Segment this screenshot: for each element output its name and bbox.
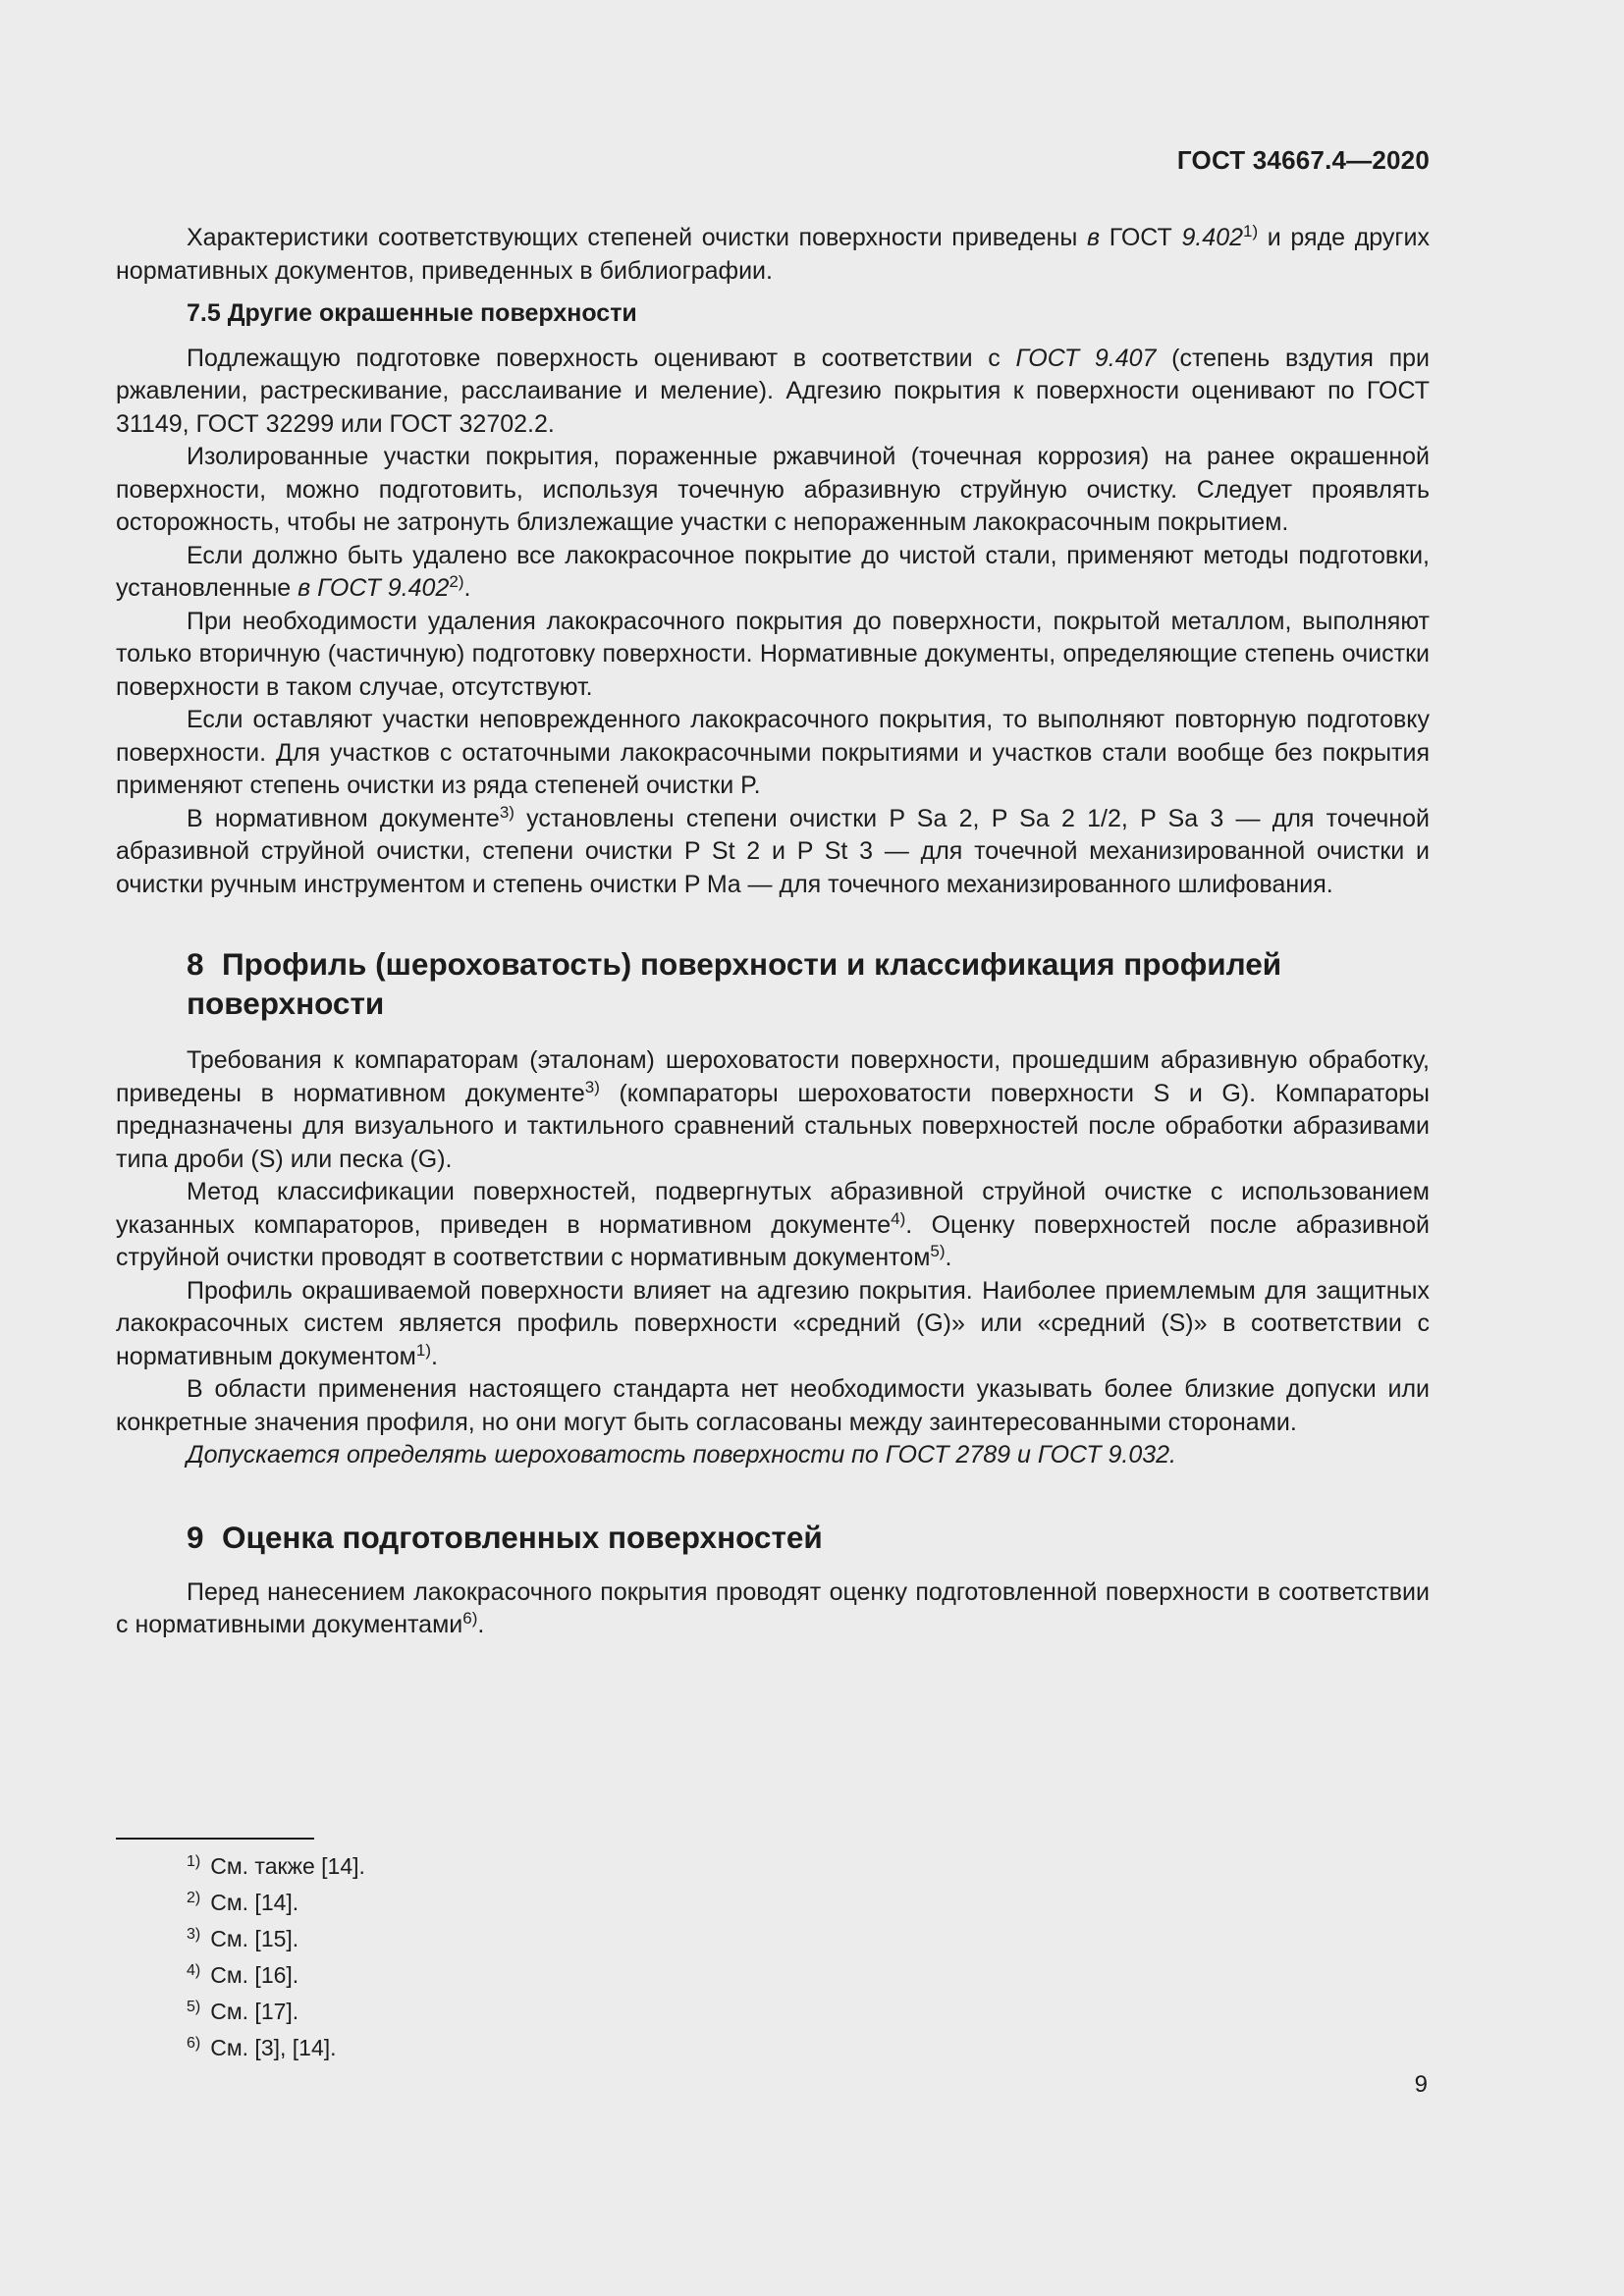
text-run: . [945,1244,952,1271]
paragraph [116,222,1430,288]
text-run: в [1087,224,1101,251]
footnote-text: См. [16]. [210,1962,299,1988]
text-run: (компараторы шероховатости поверхности S и G). Компараторы предназначены для визуального и тактильного сравнений стальных поверхностей после обработки абразивами типа дроби (S) или песка (G). [116,1079,1431,1173]
footnote-ref: 2) [449,572,464,591]
paragraph: При необходимости удаления лакокрасочного покрытия до поверхности, покрытой металлом, выполняют только вторичную (частичную) подготовку поверхности. Нормативные документы, определяющие степень очистки поверхности в таком случае, отсутствуют. [116,607,1430,701]
text-run: Характеристики соответствующих степеней очистки поверхности приведены [187,224,1087,251]
footnote-mark: 6) [187,2035,201,2052]
footnote-mark: 2) [187,1890,201,1906]
paragraph [116,1576,1430,1642]
footnote-text: См. также [14]. [210,1853,365,1879]
text-run: Если должно быть удалено все лакокрасочное покрытие до чистой стали, применяют методы подготовки, установленные [116,541,1430,602]
text-run: . [477,1611,485,1638]
text-run: . [430,1342,438,1370]
document-body [116,222,1430,1642]
footnote-ref: 1) [415,1340,431,1360]
subsection-heading: 7.5 Другие окрашенные поверхности [187,299,637,327]
text-run: Метод классификации поверхностей, подвергнутых абразивной струйной очистке с использованием указанных компараторов, приведен в нормативном документе [116,1178,1430,1239]
footnote [187,1885,365,1921]
text-run: и ряде других нормативных документов, приведенных в библиографии. [116,224,1431,285]
text-run: . [463,574,471,602]
footnote [187,1848,365,1885]
footnote-ref: 6) [462,1609,478,1628]
footnote [187,1994,365,2030]
section-number: 9 [187,1519,204,1555]
text-run: . Оценку поверхностей после абразивной струйной очистки проводят в соответствии с нормативным документом [116,1210,1430,1271]
paragraph [116,1176,1430,1275]
text-run: 9.402 [1181,224,1244,251]
footnote [187,1921,365,1957]
footnote-ref: 1) [1243,222,1259,240]
paragraph [116,1275,1430,1374]
footnote-mark: 5) [187,1999,201,2015]
page-number: 9 [1414,2071,1428,2098]
footnote-ref: 4) [891,1208,906,1228]
footnote-ref: 3) [584,1077,600,1096]
footnote-text: См. [15]. [210,1926,299,1951]
text-run: в ГОСТ 9.402 [298,574,450,602]
paragraph-italic: Допускается определять шероховатость поверхности по ГОСТ 2789 и ГОСТ 9.032. [187,1441,1177,1468]
paragraph: В области применения настоящего стандарта нет необходимости указывать более близкие допуски или конкретные значения профиля, но они могут быть согласованы между заинтересованными сторонами. [116,1375,1430,1436]
text-run: (степень вздутия при ржавлении, растрескивание, расслаивание и меление). Адгезию покрытия к поверхности оценивают по ГОСТ 31149, ГОСТ 32299 или ГОСТ 32702.2. [116,344,1431,438]
footnote-ref: 5) [930,1242,946,1260]
text-run: ГОСТ 9.407 [1015,344,1157,372]
footnote-text: См. [14]. [210,1890,299,1915]
paragraph [116,1044,1430,1176]
text-run: Профиль окрашиваемой поверхности влияет на адгезию покрытия. Наиболее приемлемым для защитных лакокрасочных систем является профиль поверхности «средний (G)» или «средний (S)» в соответствии с нормативным документом [116,1276,1430,1370]
text-run: Подлежащую подготовке поверхность оценивают в соответствии с [187,344,1016,372]
footnote-mark: 4) [187,1962,201,1979]
section-heading [187,944,1430,1023]
footnote-text: См. [17]. [210,1999,299,2024]
footnote-mark: 3) [187,1926,201,1943]
paragraph [116,540,1430,606]
footnote-separator [116,1838,314,1840]
text-run: установлены степени очистки P Sa 2, P Sa 2 1/2, P Sa 3 — для точечной абразивной струйной очистки, степени очистки P St 2 и P St 3 — для точечной механизированной очистки и очистки ручным инструментом и степень очистки P Ma — для точечного механизированного шлифования. [116,804,1431,898]
text-run: В нормативном документе [187,804,500,832]
paragraph [116,343,1430,442]
section-title: Профиль (шероховатость) поверхности и классификация профилей поверхности [187,946,1282,1021]
text-run: ГОСТ [1100,224,1182,251]
section-number: 8 [187,946,204,982]
document-header: ГОСТ 34667.4—2020 [1176,145,1430,175]
footnote [187,2030,365,2066]
paragraph [116,803,1430,902]
footnote-ref: 3) [499,802,514,822]
paragraph: Если оставляют участки неповрежденного лакокрасочного покрытия, то выполняют повторную подготовку поверхности. Для участков с остаточными лакокрасочными покрытиями и участков стали вообще без покрытия применяют степень очистки из ряда степеней очистки P. [116,706,1430,799]
text-run: Требования к компараторам (эталонам) шероховатости поверхности, прошедшим абразивную обработку, приведены в нормативном документе [116,1046,1430,1107]
paragraph: Изолированные участки покрытия, пораженные ржавчиной (точечная коррозия) на ранее окрашенной поверхности, можно подготовить, используя точечную абразивную струйную очистку. Следует проявлять осторожность, чтобы не затронуть близлежащие участки с непораженным лакокрасочным покрытием. [116,443,1430,536]
footnotes [187,1848,365,2066]
text-run: Перед нанесением лакокрасочного покрытия проводят оценку подготовленной поверхности в соответствии с нормативными документами [116,1577,1430,1638]
section-title: Оценка подготовленных поверхностей [222,1519,823,1555]
footnote [187,1957,365,1994]
footnote-mark: 1) [187,1853,201,1870]
footnote-text: См. [3], [14]. [210,2035,337,2060]
section-heading [187,1518,1430,1557]
